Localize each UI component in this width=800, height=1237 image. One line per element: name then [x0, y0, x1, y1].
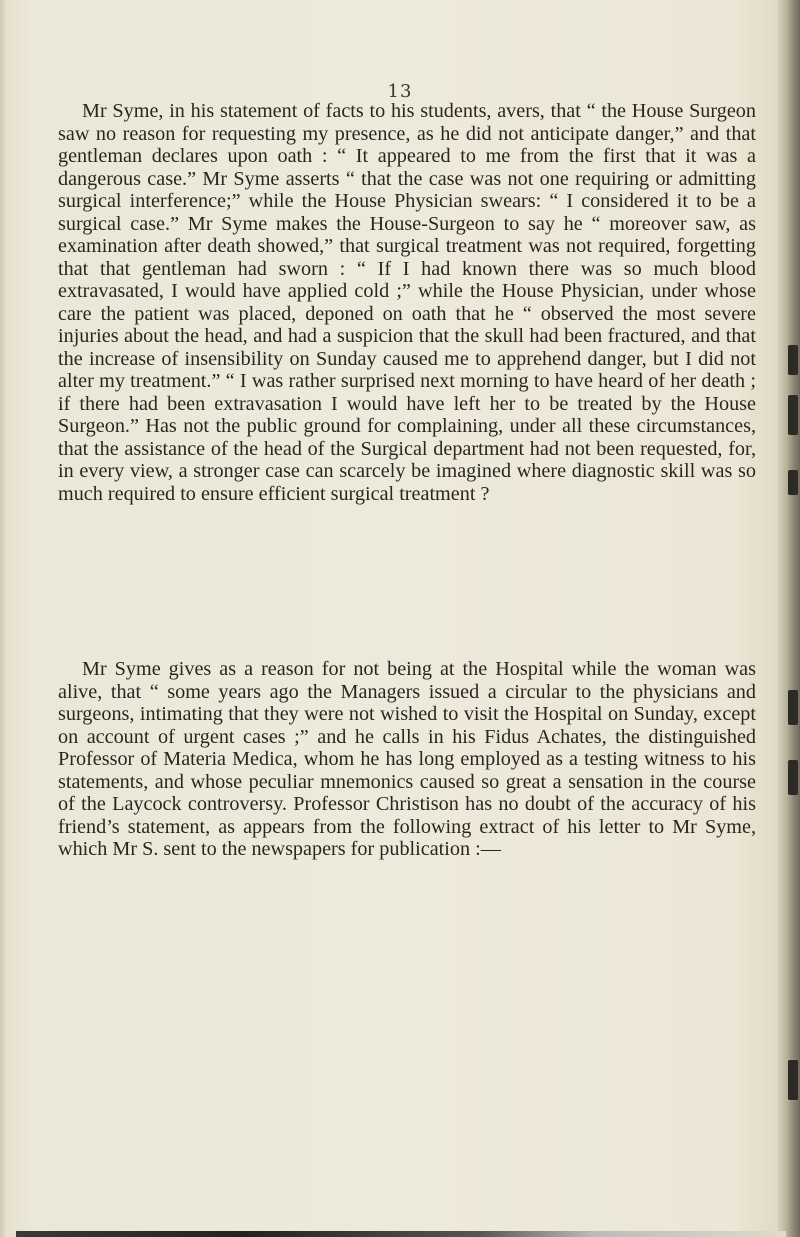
body-text-block-2 — [58, 658, 756, 861]
edge-mark — [788, 760, 798, 795]
page-bottom-shadow — [16, 1231, 786, 1237]
edge-mark — [788, 690, 798, 725]
page-left-edge — [0, 0, 6, 1237]
page-right-edge — [778, 0, 800, 1237]
body-text-block-1 — [58, 100, 756, 505]
paragraph: Mr Syme, in his statement of facts to his students, avers, that “ the House Surgeon saw no reason for requesting my presence, as he did not anticipate danger,” and that gentleman declares upon oath : “ It appeared to me from the first that it was a dangerous case.” Mr Syme asserts “ that the case was not one requiring or admitting surgical interference;” while the House Physician swears: “ I considered it to be a surgical case.” Mr Syme makes the House-Surgeon to say he “ moreover saw, as examination after death showed,” that surgical treatment was not required, forgetting that that gentleman had sworn : “ If I had known there was so much blood extravasated, I would have applied cold ;” while the House Physician, under whose care the patient was placed, deponed on oath that he “ observed the most severe injuries about the head, and had a suspicion that the skull had been fractured, and that the increase of insensibility on Sunday caused me to apprehend danger, but I did not alter my treatment.” “ I was rather surprised next morning to have heard of her death ; if there had been extravasation I would have left her to be treated by the House Surgeon.” Has not the public ground for complaining, under all these circumstances, that the assistance of the head of the Surgical department had not been requested, for, in every view, a stronger case can scarcely be imagined where diagnostic skill was so much required to ensure efficient surgical treatment ? — [58, 100, 756, 505]
edge-mark — [788, 395, 798, 435]
edge-mark — [788, 470, 798, 495]
page-number: 13 — [387, 81, 413, 102]
paragraph: Mr Syme gives as a reason for not being at the Hospital while the woman was alive, that “ some years ago the Managers issued a circular to the physicians and surgeons, intimating that they were not wished to visit the Hospital on Sunday, except on account of urgent cases ;” and he calls in his Fidus Achates, the distinguished Professor of Materia Medica, whom he has long employed as a testing witness to his statements, and whose peculiar mnemonics caused so great a sensation in the course of the Laycock controversy. Professor Christison has no doubt of the accuracy of his friend’s statement, as appears from the following extract of his letter to Mr Syme, which Mr S. sent to the newspapers for publication :— — [58, 658, 756, 860]
edge-mark — [788, 1060, 798, 1100]
edge-mark — [788, 345, 798, 375]
